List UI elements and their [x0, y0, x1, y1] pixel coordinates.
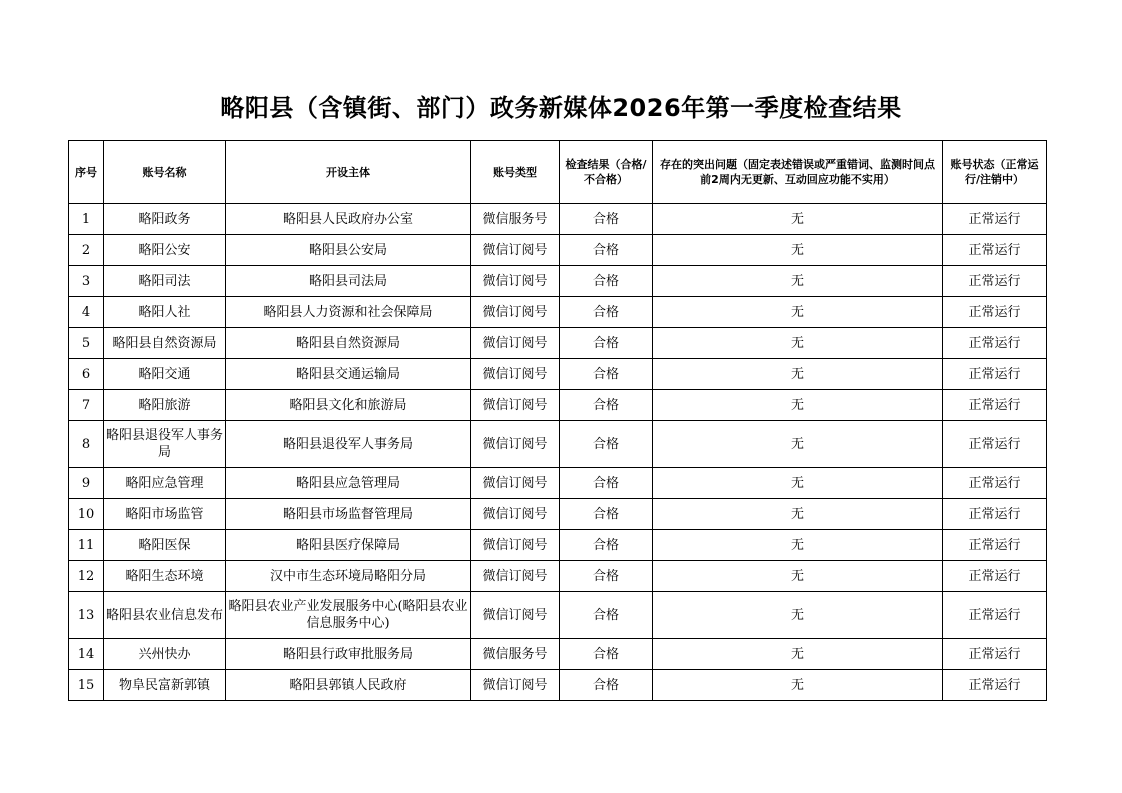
cell-issues: 无: [653, 561, 943, 592]
cell-operator: 略阳县退役军人事务局: [226, 421, 471, 468]
cell-account-name: 略阳县自然资源局: [104, 328, 226, 359]
table-row: [69, 670, 1047, 701]
cell-status: 正常运行: [943, 670, 1047, 701]
cell-issues: 无: [653, 530, 943, 561]
cell-account-type: 微信订阅号: [471, 561, 560, 592]
cell-account-type: 微信订阅号: [471, 297, 560, 328]
cell-operator: 略阳县医疗保障局: [226, 530, 471, 561]
cell-operator: 略阳县自然资源局: [226, 328, 471, 359]
table-row: [69, 235, 1047, 266]
cell-index: 4: [69, 297, 104, 328]
cell-index: 2: [69, 235, 104, 266]
header-account-type: 账号类型: [471, 141, 560, 204]
cell-operator: 略阳县郭镇人民政府: [226, 670, 471, 701]
cell-issues: 无: [653, 359, 943, 390]
cell-account-type: 微信服务号: [471, 204, 560, 235]
cell-account-name: 略阳生态环境: [104, 561, 226, 592]
header-operator: 开设主体: [226, 141, 471, 204]
cell-issues: 无: [653, 204, 943, 235]
cell-result: 合格: [560, 670, 653, 701]
cell-issues: 无: [653, 266, 943, 297]
cell-status: 正常运行: [943, 530, 1047, 561]
cell-status: 正常运行: [943, 266, 1047, 297]
table-row: [69, 421, 1047, 468]
cell-status: 正常运行: [943, 421, 1047, 468]
cell-account-type: 微信订阅号: [471, 390, 560, 421]
header-issues: 存在的突出问题（固定表述错误或严重错词、监测时间点前2周内无更新、互动回应功能不实用）: [653, 141, 943, 204]
cell-result: 合格: [560, 297, 653, 328]
cell-status: 正常运行: [943, 468, 1047, 499]
cell-index: 10: [69, 499, 104, 530]
table-row: [69, 204, 1047, 235]
cell-status: 正常运行: [943, 204, 1047, 235]
table-row: [69, 328, 1047, 359]
cell-index: 1: [69, 204, 104, 235]
table-row: [69, 266, 1047, 297]
cell-operator: 略阳县公安局: [226, 235, 471, 266]
cell-result: 合格: [560, 328, 653, 359]
cell-account-type: 微信订阅号: [471, 328, 560, 359]
cell-index: 3: [69, 266, 104, 297]
cell-account-type: 微信订阅号: [471, 359, 560, 390]
cell-account-type: 微信订阅号: [471, 235, 560, 266]
table-row: [69, 297, 1047, 328]
cell-result: 合格: [560, 639, 653, 670]
cell-account-name: 略阳人社: [104, 297, 226, 328]
cell-index: 12: [69, 561, 104, 592]
cell-account-name: 略阳县农业信息发布: [104, 592, 226, 639]
cell-issues: 无: [653, 328, 943, 359]
cell-result: 合格: [560, 421, 653, 468]
table-row: [69, 561, 1047, 592]
cell-account-name: 略阳政务: [104, 204, 226, 235]
cell-operator: 略阳县司法局: [226, 266, 471, 297]
cell-index: 7: [69, 390, 104, 421]
cell-result: 合格: [560, 390, 653, 421]
cell-status: 正常运行: [943, 390, 1047, 421]
cell-account-name: 略阳公安: [104, 235, 226, 266]
cell-issues: 无: [653, 499, 943, 530]
cell-issues: 无: [653, 670, 943, 701]
cell-account-type: 微信订阅号: [471, 266, 560, 297]
cell-result: 合格: [560, 530, 653, 561]
cell-account-type: 微信订阅号: [471, 421, 560, 468]
table-header-row: [69, 141, 1047, 204]
cell-account-name: 略阳县退役军人事务局: [104, 421, 226, 468]
cell-account-name: 略阳交通: [104, 359, 226, 390]
cell-status: 正常运行: [943, 499, 1047, 530]
cell-account-type: 微信订阅号: [471, 670, 560, 701]
cell-account-name: 略阳医保: [104, 530, 226, 561]
header-index: 序号: [69, 141, 104, 204]
cell-operator: 略阳县应急管理局: [226, 468, 471, 499]
cell-index: 15: [69, 670, 104, 701]
cell-issues: 无: [653, 592, 943, 639]
cell-operator: 汉中市生态环境局略阳分局: [226, 561, 471, 592]
results-table: [68, 140, 1047, 701]
cell-account-type: 微信订阅号: [471, 499, 560, 530]
cell-issues: 无: [653, 468, 943, 499]
cell-operator: 略阳县交通运输局: [226, 359, 471, 390]
cell-index: 9: [69, 468, 104, 499]
cell-index: 13: [69, 592, 104, 639]
header-result: 检查结果（合格/不合格）: [560, 141, 653, 204]
cell-issues: 无: [653, 421, 943, 468]
cell-operator: 略阳县行政审批服务局: [226, 639, 471, 670]
cell-account-name: 略阳市场监管: [104, 499, 226, 530]
cell-operator: 略阳县人民政府办公室: [226, 204, 471, 235]
cell-issues: 无: [653, 390, 943, 421]
cell-issues: 无: [653, 235, 943, 266]
table-row: [69, 592, 1047, 639]
cell-status: 正常运行: [943, 359, 1047, 390]
cell-operator: 略阳县文化和旅游局: [226, 390, 471, 421]
table-row: [69, 639, 1047, 670]
cell-operator: 略阳县市场监督管理局: [226, 499, 471, 530]
cell-status: 正常运行: [943, 297, 1047, 328]
cell-account-type: 微信订阅号: [471, 468, 560, 499]
cell-account-name: 略阳应急管理: [104, 468, 226, 499]
cell-account-type: 微信服务号: [471, 639, 560, 670]
table-row: [69, 359, 1047, 390]
cell-status: 正常运行: [943, 592, 1047, 639]
cell-index: 8: [69, 421, 104, 468]
cell-status: 正常运行: [943, 328, 1047, 359]
cell-issues: 无: [653, 297, 943, 328]
cell-index: 5: [69, 328, 104, 359]
cell-operator: 略阳县农业产业发展服务中心(略阳县农业信息服务中心): [226, 592, 471, 639]
cell-index: 14: [69, 639, 104, 670]
header-status: 账号状态（正常运行/注销中）: [943, 141, 1047, 204]
cell-operator: 略阳县人力资源和社会保障局: [226, 297, 471, 328]
table-row: [69, 530, 1047, 561]
cell-result: 合格: [560, 499, 653, 530]
cell-status: 正常运行: [943, 235, 1047, 266]
header-account-name: 账号名称: [104, 141, 226, 204]
cell-result: 合格: [560, 592, 653, 639]
cell-issues: 无: [653, 639, 943, 670]
cell-account-name: 物阜民富新郭镇: [104, 670, 226, 701]
cell-account-name: 兴州快办: [104, 639, 226, 670]
cell-account-type: 微信订阅号: [471, 530, 560, 561]
cell-result: 合格: [560, 468, 653, 499]
table-row: [69, 499, 1047, 530]
cell-result: 合格: [560, 359, 653, 390]
table-row: [69, 468, 1047, 499]
cell-index: 6: [69, 359, 104, 390]
cell-account-name: 略阳司法: [104, 266, 226, 297]
cell-status: 正常运行: [943, 639, 1047, 670]
cell-result: 合格: [560, 235, 653, 266]
cell-account-type: 微信订阅号: [471, 592, 560, 639]
cell-result: 合格: [560, 561, 653, 592]
cell-status: 正常运行: [943, 561, 1047, 592]
cell-result: 合格: [560, 266, 653, 297]
cell-result: 合格: [560, 204, 653, 235]
cell-index: 11: [69, 530, 104, 561]
table-row: [69, 390, 1047, 421]
cell-account-name: 略阳旅游: [104, 390, 226, 421]
page-title: 略阳县（含镇街、部门）政务新媒体2026年第一季度检查结果: [220, 94, 902, 122]
